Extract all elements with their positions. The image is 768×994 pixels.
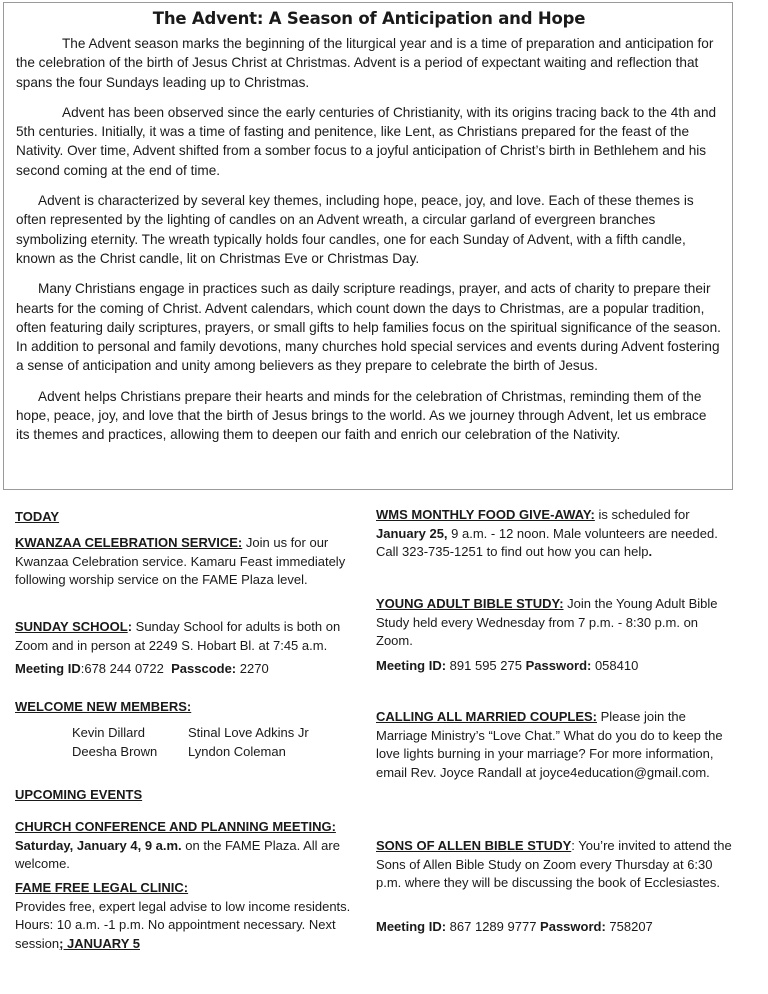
member-row (72, 724, 372, 743)
married-couples-text: Please join the Marriage Ministry’s “Love Chat.” What do you do to keep the love lights burning in your marriage? For more information, email Rev. Joyce Randall at joyce4education@gmail.com. (376, 709, 723, 780)
wms-food-heading: WMS MONTHLY FOOD GIVE-AWAY: (376, 507, 595, 522)
upcoming-events-heading: UPCOMING EVENTS (15, 787, 143, 802)
member-row (72, 743, 372, 762)
article-paragraph-1: The Advent season marks the beginning of the liturgical year and is a time of preparation and anticipation for the celebration of the birth of Jesus Christ at Christmas. Advent is a period of expectant waiting and reflection that spans the four Sundays leading up to Christmas. (16, 36, 714, 90)
young-adult-zoom-info (376, 657, 736, 676)
sons-of-allen-section (376, 837, 736, 893)
article-paragraph-4: Many Christians engage in practices such as daily scripture readings, prayer, and acts of charity to prepare their hearts for the coming of Christ. Advent calendars, which count down the days to Christmas, are a popular tradition, often featuring daily scriptures, prayers, or small gifts to help families focus on the spiritual significance of the season. In addition to personal and family devotions, many churches hold special services and events during Advent fostering a sense of anticipation and unity among believers as they prepare to celebrate the birth of Jesus. (16, 281, 721, 374)
article-title: The Advent: A Season of Anticipation and Hope (152, 9, 586, 28)
married-couples-heading: CALLING ALL MARRIED COUPLES: (376, 709, 597, 724)
article-paragraph-2: Advent has been observed since the early centuries of Christianity, with its origins tracing back to the 4th and 5th centuries. Initially, it was a time of fasting and penitence, like Lent, as Christians prepared for the feast of the Nativity. Over time, Advent shifted from a somber focus to a joyful anticipation of Christ’s birth in Bethlehem and his second coming at the end of time. (16, 104, 717, 178)
meeting-id-label: Meeting ID: (376, 919, 447, 934)
welcome-heading: WELCOME NEW MEMBERS: (15, 699, 192, 714)
sons-of-allen-zoom-info (376, 918, 736, 937)
member-name: Kevin Dillard (72, 725, 145, 740)
new-members-list (72, 724, 372, 761)
young-adult-text: Join the Young Adult Bible Study held every Wednesday from 7 p.m. - 8:30 p.m. on Zoom. (376, 596, 718, 648)
password-label: Password: (540, 919, 606, 934)
password-value: 058410 (591, 658, 639, 673)
passcode-value: 2270 (236, 661, 269, 676)
church-conference-section (15, 818, 375, 874)
article-paragraph-5: Advent helps Christians prepare their hearts and minds for the celebration of Christmas, reminding them of the hope, peace, joy, and love that the birth of Jesus brings to the world. As we journey through Advent, let us embrace its themes and practices, allowing them to deepen our faith and enrich our celebration of the Nativity. (16, 388, 707, 443)
wms-food-section: WMS MONTHLY FOOD GIVE-AWAY: is scheduled for January 25, 9 a.m. - 12 noon. Male volunteers are needed. Call 323-735-1251 to find out how you can help. (376, 507, 718, 559)
member-name: Stinal Love Adkins Jr (188, 725, 309, 740)
sons-of-allen-text: : You’re invited to attend the Sons of Allen Bible Study on Zoom every Thursday at 6:30 p.m. where they will be discussing the book of Ecclesiastes. (376, 838, 732, 890)
sons-of-allen-heading: SONS OF ALLEN BIBLE STUDY (376, 838, 572, 853)
today-heading: TODAY (15, 509, 60, 524)
passcode-label: Passcode: (171, 661, 237, 676)
sunday-school-zoom-info (15, 660, 375, 679)
meeting-id-label: Meeting ID (15, 661, 81, 676)
young-adult-heading: YOUNG ADULT BIBLE STUDY: (376, 596, 564, 611)
member-name: Lyndon Coleman (188, 743, 286, 759)
sunday-school-section: SUNDAY SCHOOL: Sunday School for adults is both on Zoom and in person at 2249 S. Hobart Bl. at 7:45 a.m. (15, 619, 341, 653)
password-value: 758207 (605, 919, 653, 934)
legal-clinic-heading: FAME FREE LEGAL CLINIC: (15, 880, 189, 895)
young-adult-section (376, 595, 736, 651)
legal-clinic-text: Provides free, expert legal advise to low income residents. Hours: 10 a.m. -1 p.m. No appointment necessary. Next session (15, 898, 351, 951)
church-conference-heading: CHURCH CONFERENCE AND PLANNING MEETING: (15, 819, 336, 834)
article-paragraph-3: Advent is characterized by several key themes, including hope, peace, joy, and love. Each of these themes is often represented by the lighting of candles on an Advent wreath, a circular garland of evergreen branches symbolizing eternity. The wreath typically holds four candles, one for each Sunday of Advent, with a fifth candle, known as the Christ candle, lit on Christmas Eve or Christmas Day. (16, 193, 694, 266)
legal-clinic-section (15, 879, 375, 953)
kwanzaa-text: Join us for our Kwanzaa Celebration service. Kamaru Feast immediately following worship service on the FAME Plaza level. (15, 535, 346, 587)
wms-food-date: January 25, (376, 525, 448, 541)
church-conference-date: Saturday, January 4, 9 a.m. (15, 837, 182, 853)
sunday-school-heading: SUNDAY SCHOOL (15, 619, 128, 634)
password-label: Password: (525, 658, 592, 673)
member-name: Deesha Brown (72, 743, 158, 759)
meeting-id-label: Meeting ID: (376, 658, 447, 673)
kwanzaa-heading: KWANZAA CELEBRATION SERVICE: (15, 535, 243, 550)
legal-clinic-date: ; JANUARY 5 (59, 935, 140, 951)
church-conference-text: on the FAME Plaza. All are welcome. (15, 837, 340, 871)
meeting-id-value: 891 595 275 (446, 658, 526, 673)
meeting-id-value: :678 244 0722 (80, 661, 164, 676)
sunday-school-text: Sunday School for adults is both on Zoom and in person at 2249 S. Hobart Bl. at 7:45 a.m. (15, 619, 341, 653)
kwanzaa-section (15, 534, 375, 590)
advent-article (3, 2, 733, 490)
married-couples-section (376, 708, 736, 782)
meeting-id-value: 867 1289 9777 (446, 919, 541, 934)
